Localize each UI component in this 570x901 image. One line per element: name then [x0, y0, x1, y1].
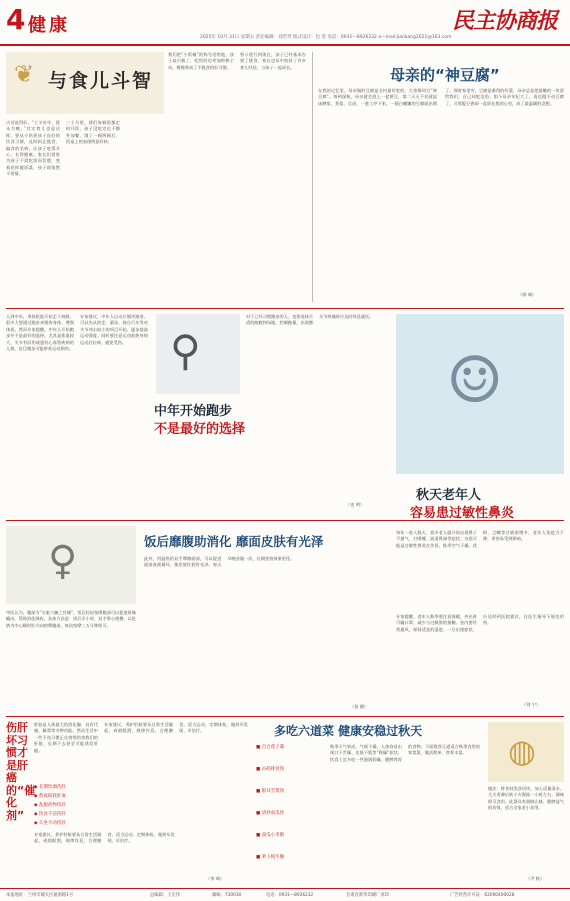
page-number: 4 — [6, 3, 26, 36]
footer-postcode: 邮编：730030 — [212, 893, 242, 898]
autumn-title-2: 容易患过敏性鼻炎 — [410, 506, 515, 521]
autumn-title-1: 秋天老年人 — [416, 488, 482, 503]
column-article — [6, 52, 308, 304]
header-rule — [0, 44, 570, 46]
veggies-title: 多吃六道菜 健康安稳过秋天 — [274, 724, 423, 738]
fullness-image — [6, 526, 136, 604]
running-article — [6, 314, 390, 514]
list-item: ■ 百合莲子羹 — [256, 745, 285, 750]
veggies-dish-list — [256, 744, 326, 884]
runner-icon: ⚲ — [170, 326, 201, 375]
footer-rule — [0, 888, 570, 889]
column-title: 与食儿斗智 — [48, 70, 154, 92]
beans-author: （郭 瑞） — [518, 292, 537, 297]
list-item-label: 萝卜炖牛腩 — [261, 855, 285, 860]
column-text-1: 古话说得好，“亡羊补牢，犹未为晚。”其实育儿也是这样，要从小培养孩子良好的饮食习惯，及时纠正挑食、偏食的毛病，让孩子吃得开心、长得健康。家长们常常为孩子不爱吃饭而发愁，变着花样做饭菜，孩子却依然不领情。 — [6, 120, 60, 177]
veggies-text-2: 做法：将食材洗净切块，加入适量清水，大火煮沸后转小火慢炖一小时左右，调味即可食用。此菜具有润肺止咳、健脾益气的功效，适合全家老小食用。 — [488, 786, 564, 811]
liver-author: （李 萌） — [206, 876, 225, 881]
column-divider — [312, 52, 313, 302]
veggies-author: （尹 秋） — [526, 876, 545, 881]
column-text-2: 三个月里，我们每顿饭都定时开饭，孩子没吃完也不额外加餐，饿了一顿两顿后，饭桌上的表现明显好转。 — [66, 120, 120, 145]
running-title-1: 中年开始跑步 — [154, 404, 233, 419]
list-item: ◆ 饮食不洁伤肝 — [34, 812, 66, 817]
veggies-text-1: 秋季天气转凉，气候干燥，人体容易出现口干舌燥、皮肤干裂等“秋燥”症状。饮食上宜多吃一些滋阴润燥、健脾养胃的食物。下面推荐几道适合秋季食用的家常菜，做法简单，营养丰富。 — [330, 744, 480, 762]
running-text-1: 人到中年，身体机能开始走下坡路，很多人想通过跑步来锻炼身体、增强体质。然而专家提醒，中年人开始跑步并不是最好的选择，尤其是体重较大、关节有旧伤或患有心血管疾病的人群，盲目跑步可能带来运动损伤。 — [6, 314, 74, 352]
page-header — [0, 0, 570, 46]
section-rule-3 — [6, 716, 564, 717]
section-name: 健康 — [28, 15, 70, 36]
woman-icon: ♀ — [48, 538, 78, 584]
grandparents-icon: ☺ — [446, 344, 504, 418]
list-item: ■ 清炒南瓜丝 — [256, 811, 285, 816]
elderly-image — [396, 314, 564, 474]
footer-editor: 总编辑：王宏伟 — [150, 893, 181, 898]
list-item-label: 百合莲子羹 — [261, 745, 285, 750]
autumn-author: （刘 宁） — [522, 702, 541, 707]
footer-printer: 甘肃省新华印刷厂承印 — [346, 893, 389, 898]
beans-text: 在我的记忆里，母亲做的豆腐是全村最好吃的，大家都叫它“神豆腐”。每到深秋，母亲就会泡上一盆黄豆，第二天天不亮就起床磨浆、煮浆、点卤，一套工序下来，一锅白嫩嫩的豆腐就出锅了。那时家里穷，豆腐是难得的好菜，母亲总是把最嫩的一块留给我们，自己却吃边角。如今母亲年纪大了，再也做不动豆腐了，可那股豆香却一直留在我的心里，成了最温暖的念想。 — [318, 88, 564, 106]
soup-bowl-icon: ◍ — [508, 732, 536, 770]
wheat-icon: ❦ — [14, 60, 35, 88]
list-item-label: 长期饮酒伤肝 — [38, 785, 66, 790]
list-item-label: 南瓜小米粥 — [261, 833, 285, 838]
running-text-3: 对于已经习惯跑步的人，也要选择合适的跑鞋和场地，控制跑量，出现膝关节疼痛时应及时休息就医。 — [246, 314, 374, 326]
runners-image — [156, 314, 240, 394]
section-rule-1 — [6, 308, 564, 309]
soup-image — [488, 722, 564, 782]
liver-text-2: 专家建议，养护肝脏要从日常生活做起，戒烟限酒，规律作息，合理膳食，适当运动，定期体检，做到早发现、早治疗。 — [104, 722, 248, 734]
footer-license: 广告经营许可证：62000400028 — [450, 893, 515, 898]
list-item: ◆ 乱服药物伤肝 — [34, 803, 66, 808]
liver-title: 伤肝坏习惯才是肝癌的“催化剂” — [6, 721, 36, 822]
liver-list — [34, 784, 248, 828]
liver-text-3: 专家建议，养护肝脏要从日常生活做起，戒烟限酒，规律作息，合理膳食，适当运动，定期体检，做到早发现、早治疗。 — [34, 832, 175, 844]
list-item-label: 清炒南瓜丝 — [261, 811, 285, 816]
column-title-banner — [6, 52, 164, 114]
fullness-text-2: 此外，用温热的双手摩擦面部，可以促进面部血液循环，使皮肤红润有光泽。每天早晚各做一次，长期坚持效果更佳。 — [144, 556, 295, 568]
fullness-title: 饭后靡腹助消化 靡面皮肤有光泽 — [144, 534, 324, 549]
autumn-text-2: 专家提醒，老年人秋季要注意保暖，外出时可戴口罩，减少与过敏原的接触。室内要经常通风，保持适宜的湿度。一旦出现症状，应及时到医院就诊，在医生指导下规范用药。 — [396, 614, 564, 632]
footer-phone: 电话：0931—8926232 — [266, 893, 314, 898]
list-item-label: 熬夜损耗肝血 — [38, 794, 66, 799]
list-item: ◆ 熬夜损耗肝血 — [34, 794, 66, 799]
list-item: ◆ 长期饮酒伤肝 — [34, 785, 66, 790]
list-item: ■ 山药排骨汤 — [256, 767, 285, 772]
autumn-text-1: 每年一进入秋天，很多老人就开始出现鼻子不通气、打喷嚏、流清鼻涕等症状，这很可能是过敏性鼻炎在作怪。秋季空气干燥，花粉、尘螨等过敏原增多，老年人免疫力下降，更容易受到影响。 — [396, 530, 564, 548]
list-item: ■ 萝卜炖牛腩 — [256, 855, 285, 860]
running-title-2: 不是最好的选择 — [154, 422, 246, 437]
running-text-2: 专家建议，中年人运动应循序渐进，可以先从快走、游泳、骑自行车等对关节冲击较小的项目开始，逐步提高运动强度。同时要注意运动前热身和运动后拉伸，避免受伤。 — [80, 314, 148, 345]
fullness-article — [6, 526, 390, 712]
list-item-label: 银耳雪梨汤 — [261, 789, 285, 794]
liver-article — [6, 722, 250, 886]
list-item: ■ 南瓜小米粥 — [256, 833, 285, 838]
list-item-label: 山药排骨汤 — [261, 767, 285, 772]
footer-address: 本报地址：兰州市城关区通渭路1号 — [6, 893, 74, 898]
beans-article — [318, 52, 564, 304]
list-item-label: 饮食不洁伤肝 — [38, 812, 66, 817]
veggies-article — [256, 722, 564, 886]
autumn-article — [396, 478, 564, 712]
column-text-3: 我们把“小饭桶”的称号送给他，孩子高兴极了，吃饭时也更加积极主动，慢慢养成了不挑食的好习惯。 — [168, 52, 234, 70]
list-item-label: 久坐不动伤肝 — [38, 821, 66, 826]
fullness-text-1: 中医认为，腹部为“五脏六腑之宫城”，饭后轻轻按摩腹部可以促进胃肠蠕动，帮助消化吸收。具体方法是：饭后半小时，双手掌心相叠，以肚脐为中心顺时针方向按摩腹部，每次按摩三五分钟即可。 — [6, 610, 136, 628]
beans-title: 母亲的“神豆腐” — [390, 66, 500, 84]
running-author: （史 明） — [346, 502, 365, 507]
list-item-label: 乱服药物伤肝 — [38, 803, 66, 808]
column-text-4: 智斗进行到现在，孩子已经基本告别了挑食，家长也从中收获了许多育儿经验，与孩子一起成长。 — [240, 52, 306, 70]
fullness-author: （侯 健） — [350, 704, 369, 709]
list-item: ■ 银耳雪梨汤 — [256, 789, 285, 794]
list-item: ◆ 久坐不动伤肝 — [34, 821, 66, 826]
issue-info: 2025年 10月 31日 星期五 责任编辑：刘若琴 版式设计：包 萱 电话：0931—8926232 e—mail:jiankang2021@163.com — [200, 35, 452, 40]
footer — [0, 890, 570, 900]
paper-name: 民主协商报 — [452, 9, 558, 34]
liver-text-1: 肝脏是人体最大的消化腺，具有代谢、解毒等多种功能。然而生活中一些不良习惯正在悄悄伤害我们的肝脏，长期下去甚至可能诱发肝癌。 — [34, 722, 98, 753]
